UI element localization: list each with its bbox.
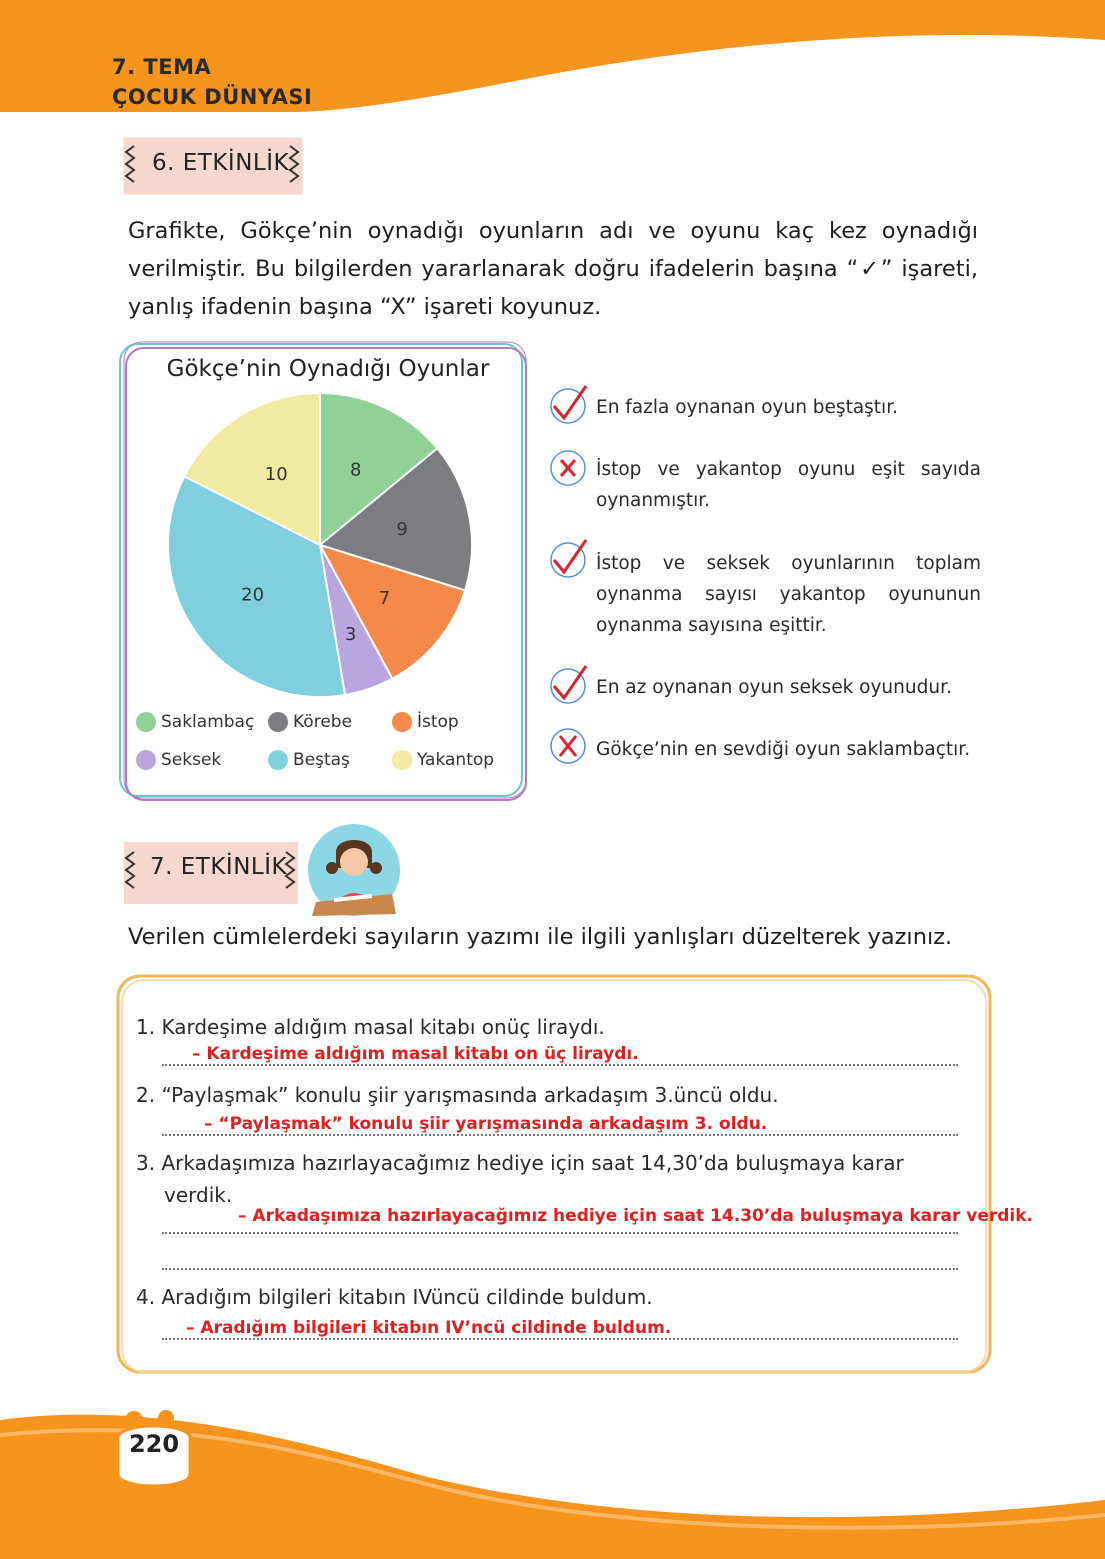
activity6-instruction: Grafikte, Gökçe’nin oynadığı oyunların adı ve oyunu kaç kez oynadığı verilmiştir. Bu bilgilerden yararlanarak doğru ifadelerin başına “✓” işareti, yanlış ifadenin başına “X” işareti koyunuz.	[128, 218, 978, 320]
legend-swatch-saklambac	[136, 712, 156, 732]
pie-chart	[160, 390, 480, 710]
statement-2: İstop ve yakantop oyunu eşit sayıda oynanmıştır.	[596, 459, 981, 511]
pie-value-label-seksek: 3	[344, 624, 357, 646]
activity6-tag-label: 6. ETKİNLİK	[152, 150, 290, 176]
check-mark-icon	[548, 384, 588, 424]
theme-number: 7. TEMA	[112, 55, 212, 79]
legend-item-yakantop	[392, 750, 494, 770]
statement-4: En az oynanan oyun seksek oyunudur.	[596, 677, 952, 698]
legend-item-istop	[392, 712, 459, 732]
chart-title: Gökçe’nin Oynadığı Oyunlar	[166, 356, 490, 382]
check-mark-icon	[548, 664, 588, 704]
question-2: 2. “Paylaşmak” konulu şiir yarışmasında arkadaşım 3.üncü oldu.	[136, 1083, 779, 1107]
activity7-tag-label: 7. ETKİNLİK	[150, 854, 288, 880]
answer-3: – Arkadaşımıza hazırlayacağımız hediye için saat 14.30’da buluşmaya karar verdik.	[238, 1206, 1034, 1226]
theme-title: ÇOCUK DÜNYASI	[112, 85, 313, 109]
answer-line-3b	[162, 1268, 958, 1270]
answer-line-2	[162, 1134, 958, 1136]
pie-value-label-saklambaç: 8	[349, 459, 362, 481]
legend-item-bestas	[268, 750, 350, 770]
page-number: 220	[128, 1430, 180, 1458]
question-1: 1. Kardeşime aldığım masal kitabı onüç liraydı.	[136, 1015, 605, 1039]
cross-mark-icon	[548, 726, 588, 766]
answer-4: – Aradığım bilgileri kitabın IV’ncü cildinde buldum.	[186, 1318, 672, 1338]
legend-item-saklambac	[136, 712, 254, 732]
answer-2: – “Paylaşmak” konulu şiir yarışmasında arkadaşım 3. oldu.	[204, 1114, 768, 1134]
pie-value-label-i̇stop: 7	[378, 588, 391, 610]
legend-label-bestas: Beştaş	[293, 750, 350, 770]
question-3-line1: 3. Arkadaşımıza hazırlayacağımız hediye için saat 14,30’da buluşmaya karar	[136, 1151, 904, 1175]
question-4: 4. Aradığım bilgileri kitabın IVüncü cildinde buldum.	[136, 1285, 653, 1309]
statement-5: Gökçe’nin en sevdiği oyun saklambaçtır.	[596, 739, 971, 760]
legend-swatch-bestas	[268, 750, 288, 770]
legend-item-seksek	[136, 750, 221, 770]
legend-swatch-seksek	[136, 750, 156, 770]
legend-label-yakantop: Yakantop	[417, 750, 495, 770]
girl-writing-illustration	[306, 822, 402, 918]
legend-item-korebe	[268, 712, 352, 732]
answer-line-1	[162, 1064, 958, 1066]
statement-3: İstop ve seksek oyunlarının toplam oynanma sayısı yakantop oyununun oynanma sayısına eşittir.	[596, 553, 981, 636]
legend-swatch-yakantop	[392, 750, 412, 770]
legend-label-korebe: Körebe	[293, 712, 353, 732]
chart-legend	[136, 708, 516, 788]
pie-value-label-beştaş: 20	[241, 584, 265, 606]
check-mark-icon	[548, 538, 588, 578]
statement-1: En fazla oynanan oyun beştaştır.	[596, 397, 898, 418]
answer-line-3a	[162, 1232, 958, 1234]
pie-value-label-körebe: 9	[396, 518, 408, 540]
legend-label-istop: İstop	[417, 712, 459, 732]
cross-mark-icon	[548, 448, 588, 488]
answer-line-4	[162, 1338, 958, 1340]
question-3-line2: verdik.	[164, 1183, 233, 1207]
legend-label-saklambac: Saklambaç	[161, 712, 255, 732]
legend-swatch-istop	[392, 712, 412, 732]
legend-swatch-korebe	[268, 712, 288, 732]
theme-header	[112, 52, 312, 112]
pie-value-label-yakantop: 10	[264, 463, 288, 485]
activity7-instruction: Verilen cümlelerdeki sayıların yazımı ile ilgili yanlışları düzelterek yazınız.	[128, 924, 953, 950]
legend-label-seksek: Seksek	[161, 750, 222, 770]
answer-1: – Kardeşime aldığım masal kitabı on üç liraydı.	[192, 1044, 639, 1064]
